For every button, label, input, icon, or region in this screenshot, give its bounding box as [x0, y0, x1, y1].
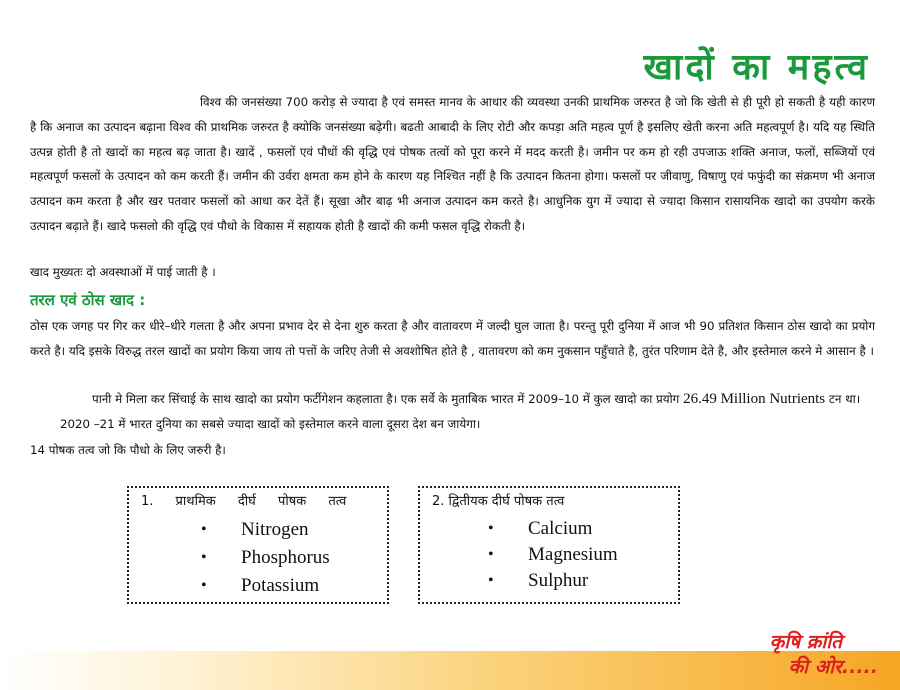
footer-band	[0, 651, 900, 690]
nutrient-name: Potassium	[241, 575, 320, 596]
nutrient-name: Phosphorus	[241, 547, 330, 568]
list-item	[129, 572, 330, 600]
projection-text: 2020 –21 में भारत दुनिया का सबसे ज्यादा खादों को इस्तेमाल करने वाला दूसरा देश बन जायेगा।	[60, 416, 481, 431]
footer-brand	[770, 630, 878, 680]
section-heading-liquid-solid: तरल एवं ठोस खाद :	[30, 291, 146, 309]
fertigation-paragraph	[30, 387, 875, 437]
footer-brand-line1: कृषि क्रांति	[769, 631, 842, 653]
primary-box-title: 1. प्राथमिक दीर्घ पोषक तत्व	[141, 494, 347, 509]
liquid-solid-paragraph: ठोस एक जगह पर गिर कर धीरे–धीरे गलता है और अपना प्रभाव देर से देना शुरु करता है और वातावरण में जल्दी घुल जाता है। परन्तु पूरी दुनिया में आज भी 90 प्रतिशत किसान ठोस खादो का प्रयोग करते है। यदि इसके विरुद्ध तरल खादों का प्रयोग किया जाय तो पत्तों के जरिए तेजी से अवशोषित होते है , वातावरण को कम नुकसान पहुँचाते है, तुरंत परिणाम देते है, और इस्तेमाल करने मे आसान है ।	[30, 319, 875, 358]
fertigation-text: पानी मे मिला कर सिंचाई के साथ खादो का प्रयोग फर्टीगेशन कहलाता है। एक सर्वे के मुताबिक भारत में 2009–10 में कुल खादो का प्रयोग	[92, 392, 680, 406]
usage-amount: 26.49 Million Nutrients	[683, 391, 826, 407]
usage-suffix: टन था।	[828, 392, 861, 406]
page-title: खादों का महत्व	[643, 47, 870, 88]
list-item	[129, 516, 330, 544]
intro-text: विश्व की जनसंख्या 700 करोड़ से ज्यादा है एवं समस्त मानव के आधार की व्यवस्था उनकी प्राथमिक जरुरत है जो कि खेती से ही पूरी हो सकती है यही कारण है कि अनाज का उत्पादन बढ़ाना विश्व की प्राथमिक जरुरत है क्योकि जनसंख्या बढ़ेगी। बढती आबादी के लिए रोटी और कपड़ा अति महत्व पूर्ण है इसलिए खेती करना अति महत्वपूर्ण है। यदि यह स्थिति उत्पन्न होती है तो खादों का महत्व बढ़ जाता है। खादें , फसलों एवं पौधों की वृद्धि एवं पोषक तत्वों को पूरा करने में मदद करती है। जमीन पर कम हो रही उपजाऊ शक्ति अनाज, फलों, सब्जियों एवं महत्वपूर्ण फसलों के उत्पादन को कम करती हैं। जमीन की उर्वरा क्षमता कम होने के कारण यह निश्चित नहीं है कि उत्पादन कितना होगा। फसलों पर जीवाणु, विषाणु एवं फफुंदी का संक्रमण भी अनाज उत्पादन कम करता है और खर पतवार फसलों को आधा कर देतें हैं। सूखा और बाढ़ भी अनाज उत्पादन कम करते है। आधुनिक युग में ज्यादा से ज्यादा किसान रासायनिक खादो का उपयोग करके उत्पादन बढ़ाते हैं। खादे फसलो की वृद्धि एवं पौधो के विकास में सहायक होती है खादों की कमी फसल वृद्धि रोकती है।	[30, 95, 875, 233]
intro-paragraph	[30, 90, 875, 239]
list-item	[420, 542, 618, 568]
bullet-icon: •	[201, 577, 207, 594]
nutrients-line: 14 पोषक तत्व जो कि पौधो के लिए जरुरी है।	[30, 443, 226, 457]
nutrient-name: Nitrogen	[241, 519, 309, 540]
bullet-icon: •	[201, 521, 207, 538]
list-item	[420, 568, 618, 594]
bullet-icon: •	[488, 572, 494, 589]
footer-brand-line2: की ओर.....	[788, 656, 878, 678]
nutrient-name: Calcium	[528, 518, 593, 539]
bullet-icon: •	[201, 549, 207, 566]
bullet-icon: •	[488, 520, 494, 537]
bullet-icon: •	[488, 546, 494, 563]
primary-nutrients-list	[129, 516, 330, 600]
list-item	[129, 544, 330, 572]
forms-line: खाद मुख्यतः दो अवस्थाओं में पाई जाती है ।	[30, 265, 216, 279]
nutrient-name: Magnesium	[528, 544, 618, 565]
primary-nutrients-box	[127, 486, 389, 604]
list-item	[420, 516, 618, 542]
secondary-nutrients-box	[418, 486, 680, 604]
nutrient-name: Sulphur	[528, 570, 589, 591]
secondary-box-title: 2. द्वितीयक दीर्घ पोषक तत्व	[432, 494, 565, 509]
secondary-nutrients-list	[420, 516, 618, 594]
